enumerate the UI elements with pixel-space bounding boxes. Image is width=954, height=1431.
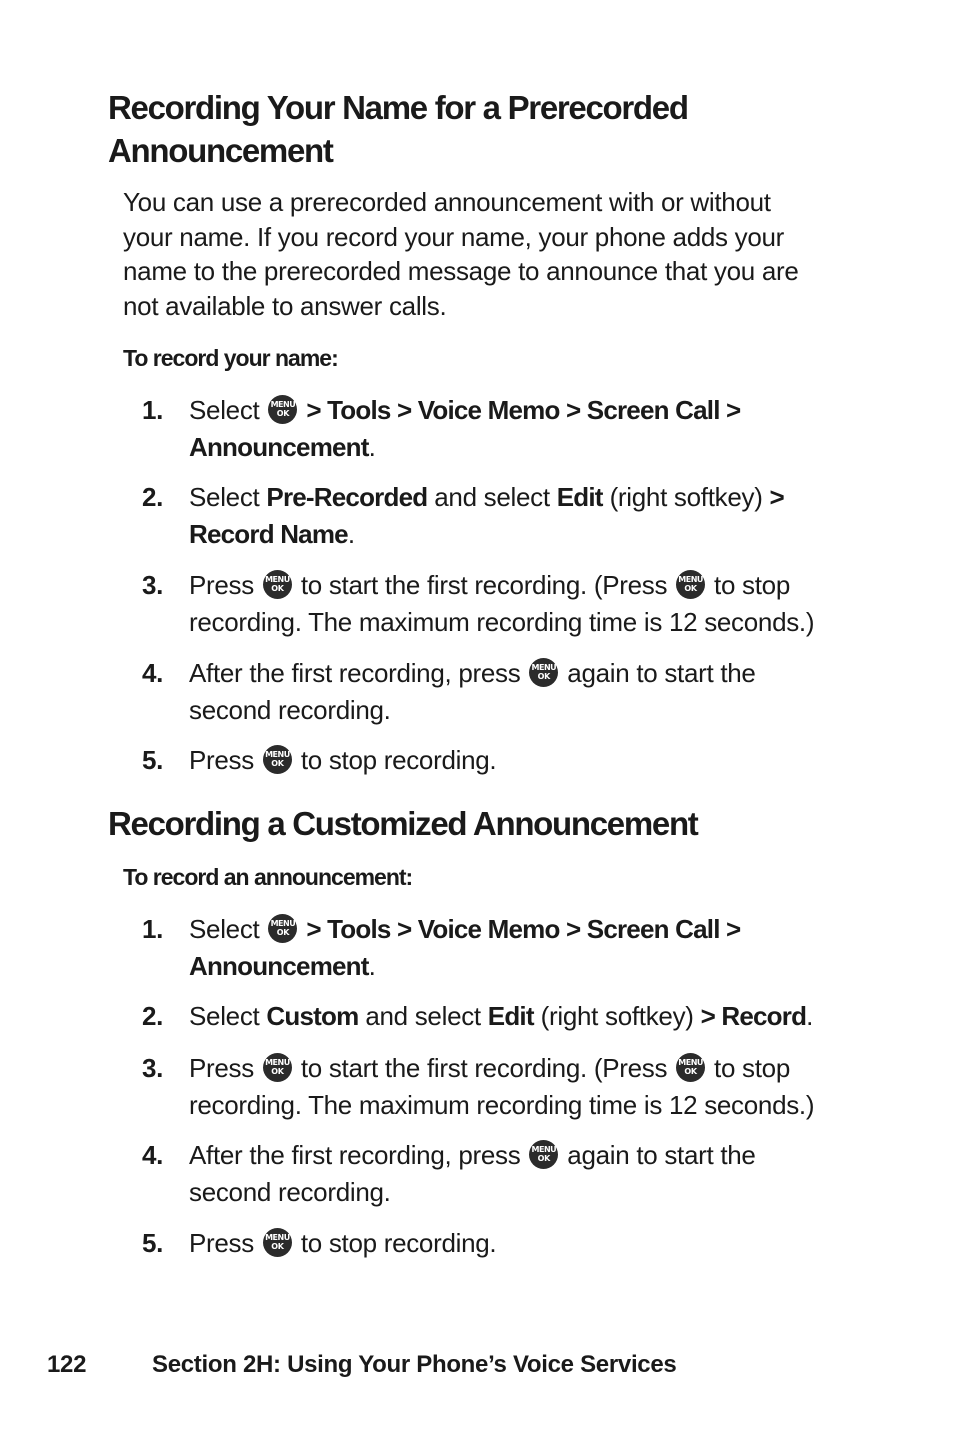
subheading-record-announcement: To record an announcement: [123, 864, 413, 890]
menu-path: > Tools > Voice Memo > Screen Call > [306, 914, 741, 944]
softkey-name: Edit [487, 1001, 534, 1031]
menu-target: Announcement [189, 950, 369, 981]
step-text: Press MENU OK to start the first recording. (Press MENU OK to stop recording. The maximum recording time is 12 seconds.) [189, 570, 815, 637]
option-name: Pre-Recorded [266, 482, 428, 512]
step-text: Select Pre-Recorded and select Edit (right softkey) > Record Name. [189, 482, 784, 549]
step-number: 5. [142, 745, 164, 775]
step-number: 2. [142, 482, 164, 512]
subheading-record-name: To record your name: [123, 345, 338, 371]
menu-target: Announcement [189, 431, 369, 462]
menu-target: Record Name [189, 518, 348, 549]
step-number: 1. [142, 395, 164, 425]
menu-ok-key-icon: MENU OK [263, 1228, 292, 1257]
menu-ok-key-icon: MENU OK [263, 1053, 292, 1082]
step-number: 1. [142, 914, 164, 944]
step-text: Select MENU OK > Tools > Voice Memo > Screen Call > Announcement. [189, 914, 741, 981]
intro-paragraph [123, 185, 843, 323]
intro-line: name to the prerecorded message to announce that you are [123, 256, 799, 286]
menu-ok-key-icon: MENU OK [676, 1053, 705, 1082]
step-text: After the first recording, press MENU OK again to start the second recording. [189, 658, 756, 725]
menu-ok-key-icon: MENU OK [529, 658, 558, 687]
menu-ok-key-icon: MENU OK [529, 1140, 558, 1169]
step-number: 3. [142, 570, 164, 600]
heading-line-2: Announcement [108, 132, 333, 169]
menu-ok-key-icon: MENU OK [676, 570, 705, 599]
step-word: Select [189, 395, 260, 425]
menu-target: > Record [700, 1001, 807, 1031]
section-heading-custom-announcement: Recording a Customized Announcement [108, 805, 698, 842]
intro-line: You can use a prerecorded announcement with or without [123, 187, 771, 217]
intro-line: your name. If you record your name, your phone adds your [123, 221, 785, 252]
menu-ok-key-icon: MENU OK [268, 395, 297, 424]
option-name: Custom [266, 1001, 359, 1031]
step-word: Select [189, 482, 260, 512]
step-text: After the first recording, press MENU OK again to start the second recording. [189, 1140, 756, 1207]
menu-ok-key-icon: MENU OK [263, 745, 292, 774]
step-text: Press MENU OK to stop recording. [189, 1228, 497, 1258]
step-number: 5. [142, 1228, 164, 1258]
softkey-name: Edit [556, 482, 603, 512]
footer-section-title: Section 2H: Using Your Phone’s Voice Services [152, 1351, 677, 1378]
step-number: 3. [142, 1053, 164, 1083]
heading-line-1: Recording Your Name for a Prerecorded [108, 89, 688, 126]
step-text: Press MENU OK to start the first recording. (Press MENU OK to stop recording. The maximum recording time is 12 seconds.) [189, 1053, 815, 1120]
step-text: Select Custom and select Edit (right softkey) > Record. [189, 1001, 814, 1031]
section-heading-record-name [108, 86, 828, 172]
page-number: 122 [47, 1351, 87, 1378]
step-text: Select MENU OK > Tools > Voice Memo > Screen Call > Announcement. [189, 395, 741, 462]
step-text: Press MENU OK to stop recording. [189, 745, 497, 775]
menu-ok-key-icon: MENU OK [263, 570, 292, 599]
step-number: 2. [142, 1001, 164, 1031]
menu-path: > Tools > Voice Memo > Screen Call > [306, 395, 741, 425]
step-number: 4. [142, 1140, 164, 1170]
step-number: 4. [142, 658, 164, 688]
menu-ok-key-icon: MENU OK [268, 914, 297, 943]
intro-line: not available to answer calls. [123, 290, 447, 321]
